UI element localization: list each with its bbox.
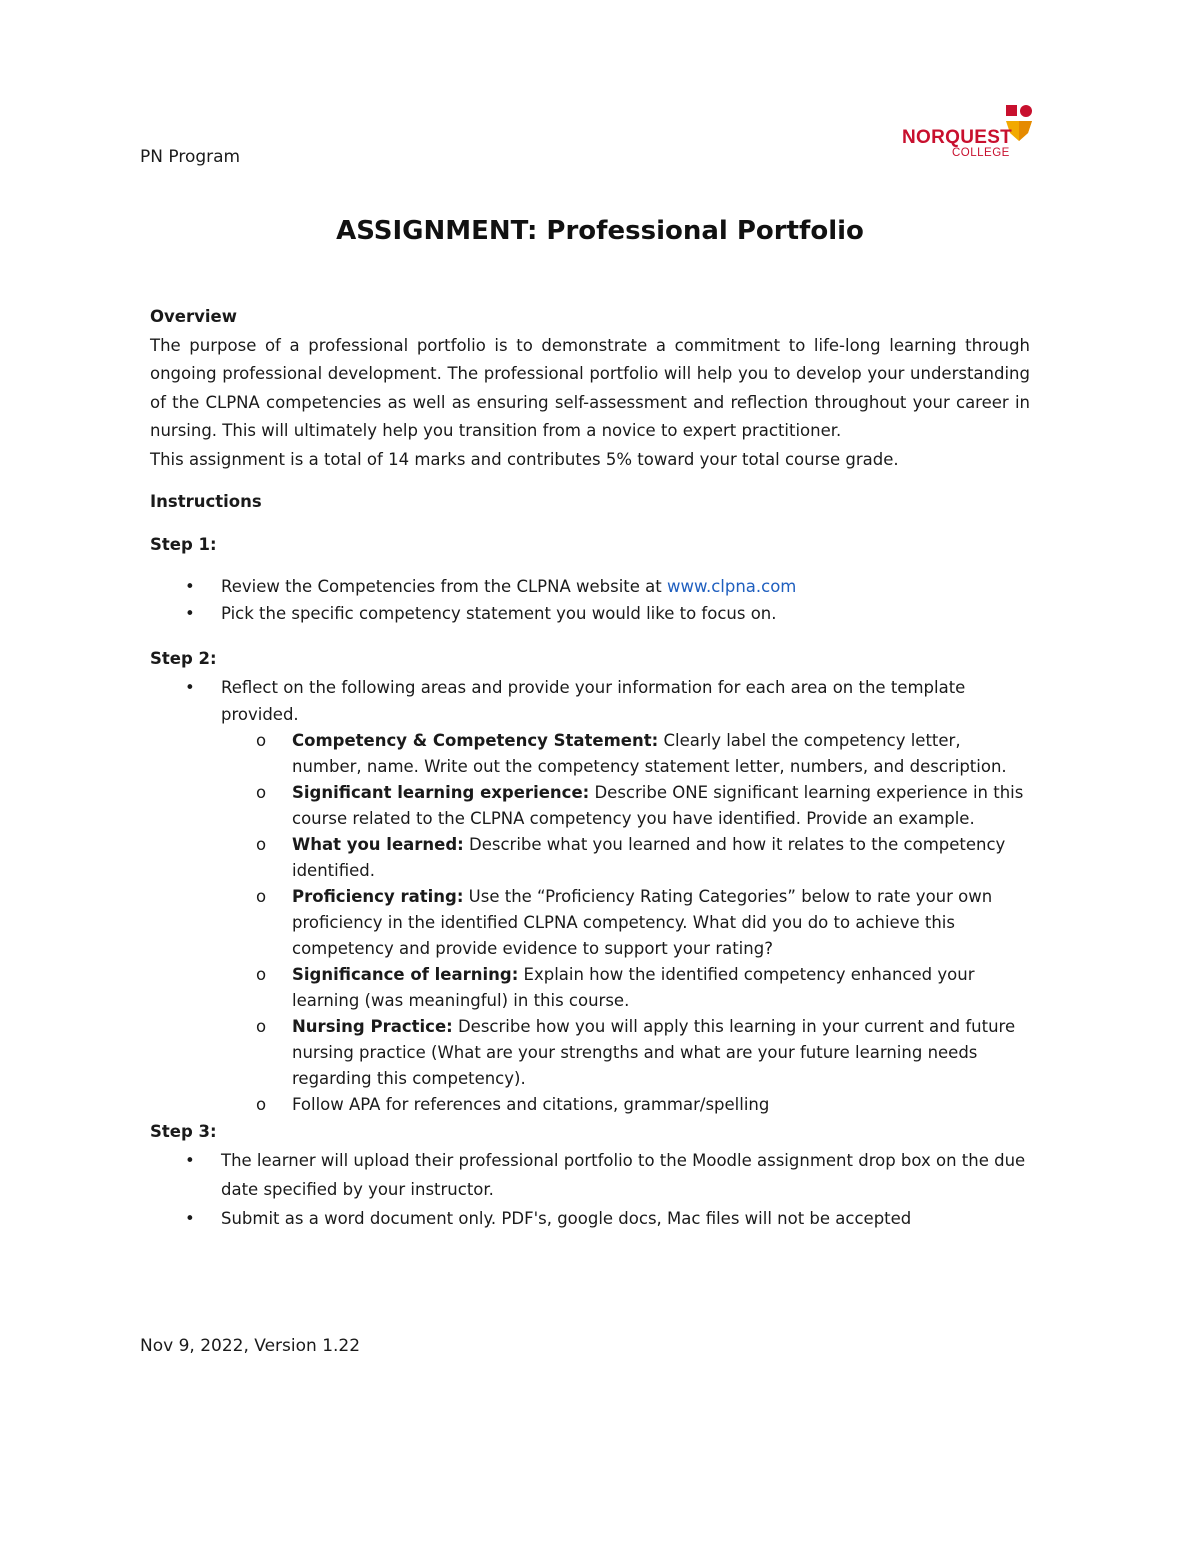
list-item: • Submit as a word document only. PDF's, google docs, Mac files will not be accepted	[150, 1204, 1030, 1233]
step3-heading: Step 3:	[150, 1121, 217, 1141]
list-item: • The learner will upload their professional portfolio to the Moodle assignment drop box on the due date specified by your instructor.	[150, 1146, 1030, 1204]
step2-list	[150, 674, 1030, 728]
list-item: o Competency & Competency Statement: Clearly label the competency letter, number, name. Write out the competency statement letter, numbers, and description.	[256, 730, 1007, 776]
overview-paragraph: The purpose of a professional portfolio is to demonstrate a commitment to life-long learning through ongoing professional development. The professional portfolio will help you to develop your understanding of the CLPNA competencies as well as ensuring self-assessment and reflection throughout your career in nursing. This will ultimately help you transition from a novice to expert practitioner.	[150, 335, 1030, 440]
logo-subtitle: COLLEGE	[952, 147, 1010, 159]
document-body	[150, 303, 1030, 1233]
step2-heading: Step 2:	[150, 649, 217, 668]
list-item: o What you learned: Describe what you learned and how it relates to the competency identified.	[256, 834, 1006, 880]
list-item: o Significant learning experience: Describe ONE significant learning experience in this course related to the CLPNA competency you have identified. Provide an example.	[256, 782, 1024, 828]
footer-version: Nov 9, 2022, Version 1.22	[140, 1336, 361, 1356]
list-item: o Proficiency rating: Use the “Proficiency Rating Categories” below to rate your own proficiency in the identified CLPNA competency. What did you do to achieve this competency and provide evidence to support your rating?	[256, 886, 993, 958]
list-item: o Nursing Practice: Describe how you will apply this learning in your current and future nursing practice (What are your strengths and what are your future learning needs regarding this competency).	[256, 1016, 1016, 1088]
list-item: • Reflect on the following areas and provide your information for each area on the template provided.	[150, 674, 1030, 728]
list-item: o Follow APA for references and citations, grammar/spelling	[256, 1094, 770, 1114]
step2-sublist	[221, 728, 1030, 1118]
list-item	[150, 573, 1030, 600]
document-title: ASSIGNMENT: Professional Portfolio	[336, 216, 864, 246]
list-item: o Significance of learning: Explain how the identified competency enhanced your learning (was meaningful) in this course.	[256, 964, 975, 1010]
step1-item1-text: Review the Competencies from the CLPNA website at	[221, 577, 667, 596]
step1-heading: Step 1:	[150, 534, 217, 554]
instructions-heading: Instructions	[150, 492, 262, 511]
overview-heading: Overview	[150, 307, 237, 326]
norquest-logo	[902, 103, 1034, 163]
program-label: PN Program	[140, 147, 241, 167]
marks-statement: This assignment is a total of 14 marks and contributes 5% toward your total course grade.	[150, 449, 899, 469]
step1-list	[150, 573, 1030, 627]
clpna-website-link[interactable]: www.clpna.com	[666, 577, 797, 596]
logo-wordmark: NORQUEST	[902, 127, 1013, 148]
list-item: • Pick the specific competency statement you would like to focus on.	[150, 600, 1030, 627]
step3-list	[150, 1146, 1030, 1233]
